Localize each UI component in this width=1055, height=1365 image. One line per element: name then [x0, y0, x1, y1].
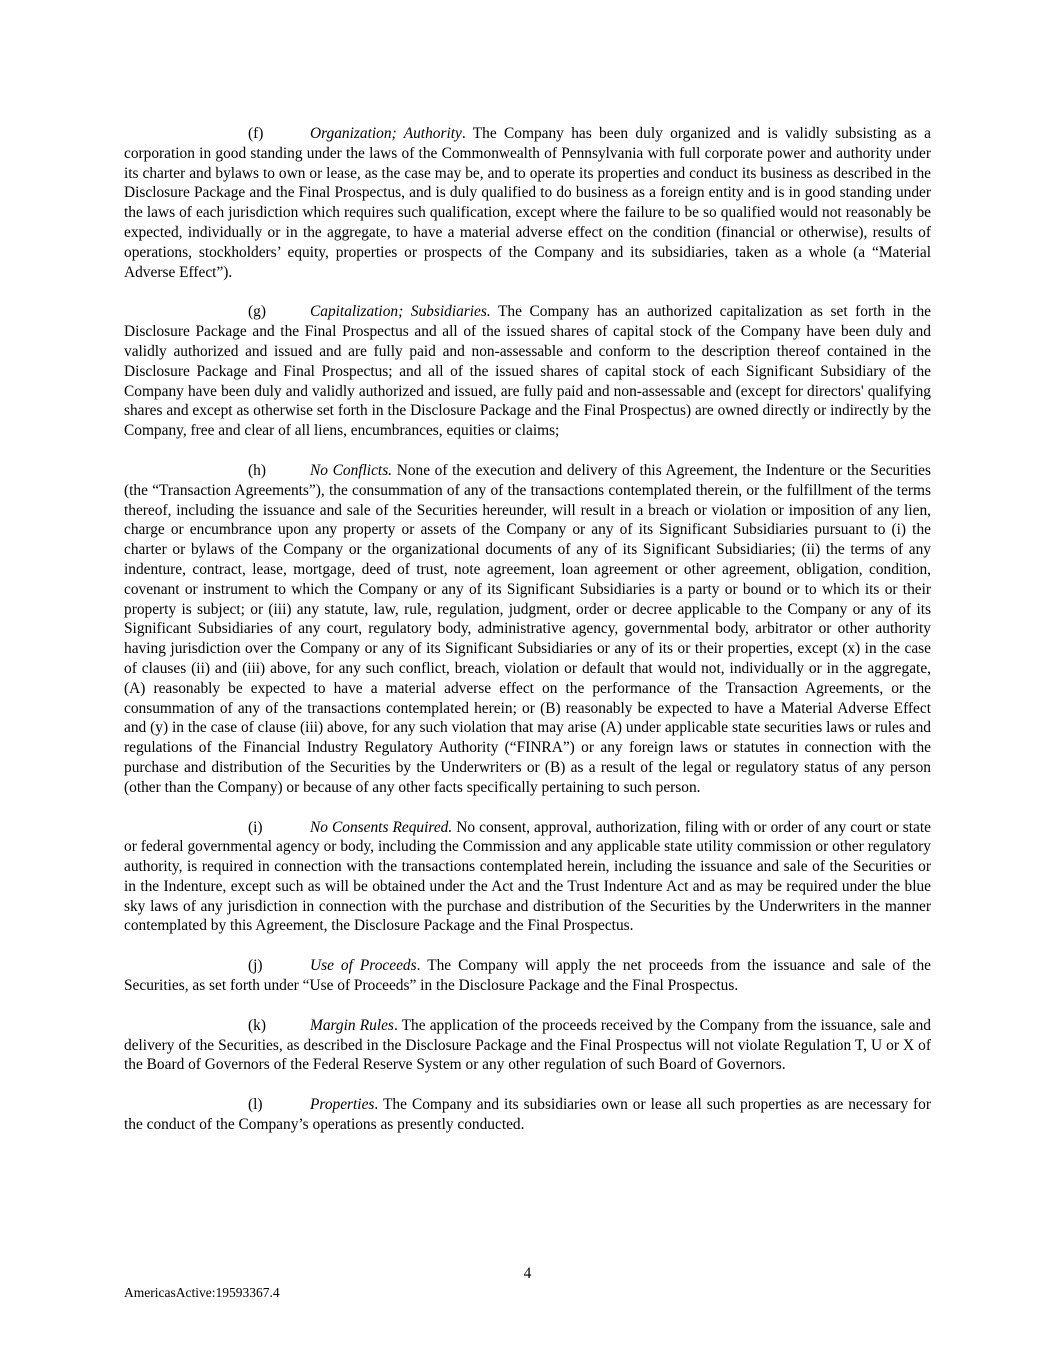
section-separator: .: [393, 1016, 402, 1034]
section-g: [124, 302, 931, 441]
section-number: (g): [248, 303, 266, 321]
section-i: [124, 818, 931, 937]
section-number: (l): [248, 1096, 263, 1114]
section-separator: [491, 303, 498, 320]
section-separator: .: [461, 125, 473, 142]
document-id: AmericasActive:19593367.4: [124, 1285, 280, 1300]
section-text: The application of the proceeds received by the Company from the issuance, sale and delivery of the Securities, as described in the Disclosure Package and the Final Prospectus will not violate Regulation T, U or X of the Board of Governors of the Federal Reserve System or any other regulation of such Board of Governors.: [124, 1016, 931, 1074]
section-title: No Consents Required.: [310, 818, 453, 836]
section-number: (k): [248, 1016, 266, 1034]
section-h: [124, 461, 931, 798]
section-number: (j): [248, 957, 263, 975]
section-title: Use of Proceeds: [310, 957, 417, 975]
section-number: (f): [248, 125, 264, 142]
section-separator: .: [374, 1096, 383, 1114]
section-text: The Company has been duly organized and is validly subsisting as a corporation in good standing under the laws of the Commonwealth of Pennsylvania with full corporate power and authority under its charter and bylaws to own or lease, as the case may be, and to operate its properties and conduct its business as described in the Disclosure Package and the Final Prospectus, and is duly qualified to do business as a foreign entity and is in good standing under the laws of each jurisdiction which requires such qualification, except where the failure to be so qualified would not reasonably be expected, individually or in the aggregate, to have a material adverse effect on the condition (financial or otherwise), results of operations, stockholders’ equity, properties or prospects of the Company and its subsidiaries, taken as a whole (a “Material Adverse Effect”).: [124, 125, 931, 281]
section-text: No consent, approval, authorization, filing with or order of any court or state or federal governmental agency or body, including the Commission and any applicable state utility commission or other regulatory authority, is required in connection with the transactions contemplated herein, including the issuance and sale of the Securities or in the Indenture, except such as will be obtained under the Act and the Trust Indenture Act and as may be required under the blue sky laws of any jurisdiction in connection with the purchase and distribution of the Securities by the Underwriters in the manner contemplated by this Agreement, the Disclosure Package and the Final Prospectus.: [124, 818, 931, 935]
section-text: None of the execution and delivery of this Agreement, the Indenture or the Securities (the “Transaction Agreements”), the consummation of any of the transactions contemplated therein, or the fulfillment of the terms thereof, including the issuance and sale of the Securities hereunder, will result in a breach or violation or imposition of any lien, charge or encumbrance upon any property or assets of the Company or any of its Significant Subsidiaries pursuant to (i) the charter or bylaws of the Company or the organizational documents of any of its Significant Subsidiaries; (ii) the terms of any indenture, contract, lease, mortgage, deed of trust, note agreement, loan agreement or other agreement, obligation, condition, covenant or instrument to which the Company or any of its Significant Subsidiaries is a party or bound or to which its or their property is subject; or (iii) any statute, law, rule, regulation, judgment, order or decree applicable to the Company or any of its Significant Subsidiaries of any court, regulatory body, administrative agency, governmental body, arbitrator or other authority having jurisdiction over the Company or any of its Significant Subsidiaries or any of its or their properties, except (x) in the case of clauses (ii) and (iii) above, for any such conflict, breach, violation or default that would not, individually or in the aggregate, (A) reasonably be expected to have a material adverse effect on the performance of the Transaction Agreements, or the consummation of any of the transactions contemplated herein; or (B) reasonably be expected to have a Material Adverse Effect and (y) in the case of clause (iii) above, for any such violation that may arise (A) under applicable state securities laws or rules and regulations of the Financial Industry Regulatory Authority (“FINRA”) or any foreign laws or statutes in connection with the purchase and distribution of the Securities by the Underwriters or (B) as a result of the legal or regulatory status of any person (other than the Company) or because of any other facts specifically pertaining to such person.: [124, 461, 932, 796]
section-title: No Conflicts.: [310, 461, 393, 479]
section-title: Capitalization; Subsidiaries.: [310, 303, 491, 321]
section-title: Properties: [310, 1096, 375, 1114]
document-body: [124, 124, 931, 1155]
section-text: The Company will apply the net proceeds from the issuance and sale of the Securities, as set forth under “Use of Proceeds” in the Disclosure Package and the Final Prospectus.: [124, 957, 932, 995]
section-k: [124, 1016, 931, 1075]
section-number: (h): [248, 461, 266, 479]
section-text: The Company has an authorized capitalization as set forth in the Disclosure Package and the Final Prospectus and all of the issued shares of capital stock of the Company have been duly and validly authorized and issued and are fully paid and non-assessable and conform to the description thereof contained in the Disclosure Package and Final Prospectus; and all of the issued shares of capital stock of each Significant Subsidiary of the Company have been duly and validly authorized and issued, are fully paid and non-assessable and (except for directors' qualifying shares and except as otherwise set forth in the Disclosure Package and the Final Prospectus) are owned directly or indirectly by the Company, free and clear of all liens, encumbrances, equities or claims;: [124, 303, 931, 440]
section-title: Organization; Authority: [310, 125, 462, 142]
section-text: The Company and its subsidiaries own or lease all such properties as are necessary for the conduct of the Company’s operations as presently conducted.: [124, 1096, 932, 1134]
section-number: (i): [248, 818, 263, 836]
section-title: Margin Rules: [310, 1016, 394, 1034]
section-j: [124, 956, 931, 996]
section-separator: .: [416, 957, 428, 975]
page-number: 4: [523, 1265, 532, 1282]
section-l: [124, 1095, 931, 1135]
section-f: [124, 124, 931, 282]
